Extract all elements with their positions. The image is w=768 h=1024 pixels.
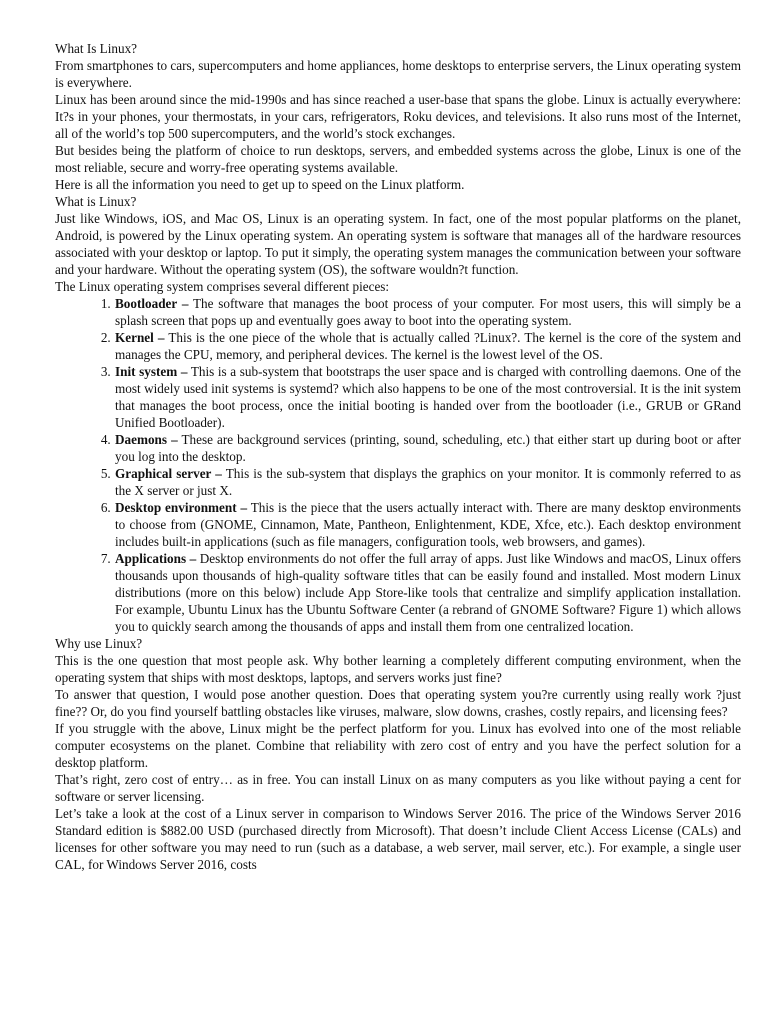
heading-what-is-linux-2: What is Linux? xyxy=(55,194,137,209)
paragraph: But besides being the platform of choice to run desktops, servers, and embedded systems across the globe, Linux is one of the most reliable, secure and worry-free operating systems available. xyxy=(55,143,741,175)
list-item-term: Bootloader – xyxy=(115,296,189,311)
list-item xyxy=(114,499,741,550)
heading-what-is-linux: What Is Linux? xyxy=(55,41,138,56)
paragraph: If you struggle with the above, Linux might be the perfect platform for you. Linux has evolved into one of the most reliable computer ecosystems on the planet. Combine that reliability with zero cost of entry and you have the perfect solution for a desktop platform. xyxy=(55,721,741,770)
list-item-term: Graphical server – xyxy=(115,466,222,481)
list-item xyxy=(114,363,741,431)
list-item-text: These are background services (printing, sound, scheduling, etc.) that either start up during boot or after you log into the desktop. xyxy=(115,432,741,464)
list-item-term: Desktop environment – xyxy=(115,500,248,515)
list-item xyxy=(114,550,741,635)
list-item-text: Desktop environments do not offer the full array of apps. Just like Windows and macOS, Linux offers thousands upon thousands of high-quality software titles that can be easily found and installed. Most modern Linux distributions (more on this below) include App Store-like tools that centralize and simplify application installation. For example, Ubuntu Linux has the Ubuntu Software Center (a rebrand of GNOME Software? Figure 1) which allows you to quickly search among the thousands of apps and install them from one centralized location. xyxy=(115,551,741,634)
paragraph: The Linux operating system comprises several different pieces: xyxy=(55,279,390,294)
list-item-text: This is the one piece of the whole that is actually called ?Linux?. The kernel is the core of the system and manages the CPU, memory, and peripheral devices. The kernel is the lowest level of the OS. xyxy=(115,330,741,362)
paragraph: To answer that question, I would pose another question. Does that operating system you?re currently using really work ?just fine?? Or, do you find yourself battling obstacles like viruses, malware, slow downs, crashes, costly repairs, and licensing fees? xyxy=(55,687,741,719)
list-item-term: Init system – xyxy=(115,364,188,379)
list-item-text: This is the piece that the users actually interact with. There are many desktop environments to choose from (GNOME, Cinnamon, Mate, Pantheon, Enlightenment, KDE, Xfce, etc.). Each desktop environment includes built-in applications (such as file managers, configuration tools, web browsers, and games). xyxy=(115,500,741,549)
paragraph: Let’s take a look at the cost of a Linux server in comparison to Windows Server 2016. The price of the Windows Server 2016 Standard edition is $882.00 USD (purchased directly from Microsoft). That doesn’t include Client Access License (CALs) and licenses for other software you may need to run (such as a database, a web server, mail server, etc.). For example, a single user CAL, for Windows Server 2016, costs xyxy=(55,806,741,872)
list-item xyxy=(114,431,741,465)
list-item xyxy=(114,329,741,363)
paragraph: Here is all the information you need to get up to speed on the Linux platform. xyxy=(55,177,465,192)
paragraph: From smartphones to cars, supercomputers and home appliances, home desktops to enterprise servers, the Linux operating system is everywhere. xyxy=(55,58,741,90)
paragraph: Linux has been around since the mid-1990s and has since reached a user-base that spans the globe. Linux is actually everywhere: It?s in your phones, your thermostats, in your cars, refrigerators, Roku devices, and televisions. It also runs most of the Internet, all of the world’s top 500 supercomputers, and the world’s stock exchanges. xyxy=(55,92,741,141)
paragraph: Just like Windows, iOS, and Mac OS, Linux is an operating system. In fact, one of the most popular platforms on the planet, Android, is powered by the Linux operating system. An operating system is software that manages all of the hardware resources associated with your desktop or laptop. To put it simply, the operating system manages the communication between your software and your hardware. Without the operating system (OS), the software wouldn?t function. xyxy=(55,211,741,277)
list-item-term: Kernel – xyxy=(115,330,165,345)
list-item-text: The software that manages the boot process of your computer. For most users, this will simply be a splash screen that pops up and eventually goes away to boot into the operating system. xyxy=(115,296,741,328)
components-list xyxy=(55,295,741,635)
list-item-term: Applications – xyxy=(115,551,197,566)
list-item-text: This is the sub-system that displays the graphics on your monitor. It is commonly referred to as the X server or just X. xyxy=(115,466,741,498)
paragraph: This is the one question that most people ask. Why bother learning a completely different computing environment, when the operating system that ships with most desktops, laptops, and servers works just fine? xyxy=(55,653,741,685)
list-item xyxy=(114,295,741,329)
list-item-term: Daemons – xyxy=(115,432,178,447)
list-item xyxy=(114,465,741,499)
paragraph: That’s right, zero cost of entry… as in free. You can install Linux on as many computers as you like without paying a cent for software or server licensing. xyxy=(55,772,741,804)
list-item-text: This is a sub-system that bootstraps the user space and is charged with controlling daemons. One of the most widely used init systems is systemd? which also happens to be one of the most controversial. It is the init system that manages the boot process, once the initial booting is handed over from the bootloader (i.e., GRUB or GRand Unified Bootloader). xyxy=(115,364,741,430)
heading-why-use-linux: Why use Linux? xyxy=(55,636,143,651)
